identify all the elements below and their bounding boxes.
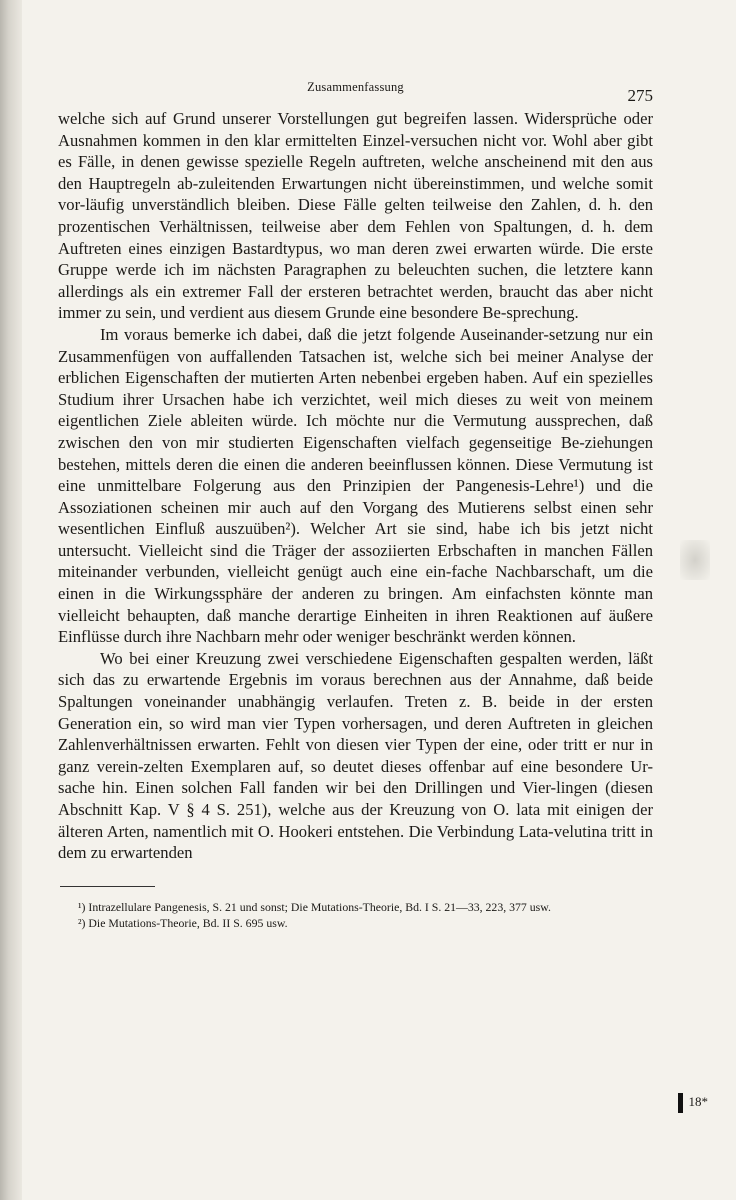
- footnotes: [58, 899, 653, 931]
- page-number: 275: [627, 86, 653, 105]
- signature-label: 18*: [688, 1093, 708, 1109]
- running-title: Zusammenfassung: [307, 80, 404, 94]
- footnote-2: ²) Die Mutations-Theorie, Bd. II S. 695 usw.: [78, 915, 288, 930]
- paragraph-3: Wo bei einer Kreuzung zwei verschiedene Eigenschaften gespalten werden, läßt sich das zu erwartende Ergebnis im voraus berechnen aus der Annahme, daß beide Spaltungen voneinander unabhängig verlaufen. Treten z. B. beide in der ersten Generation ein, so wird man vier Typen vorhersagen, und deren Auftreten in gleichen Zahlenverhältnissen erwarten. Fehlt von diesen vier Typen der eine, oder tritt er nur in ganz verein-zelten Exemplaren auf, so deutet dieses offenbar auf eine besondere Ur-sache hin. Einen solchen Fall fanden wir bei den Drillingen und Vier-lingen (diesen Abschnitt Kap. V § 4 S. 251), welche aus der Kreuzung von O. lata mit einigen der älteren Arten, namentlich mit O. Hookeri entstehen. Die Verbindung Lata-velutina tritt in dem zu erwartenden: [58, 648, 653, 863]
- paper-smudge: [680, 540, 710, 580]
- body-text: [58, 108, 653, 864]
- signature-mark: [678, 1093, 709, 1113]
- running-head: [58, 78, 653, 108]
- footnote-rule: [60, 886, 155, 887]
- footnote-1: ¹) Intrazellulare Pangenesis, S. 21 und sonst; Die Mutations-Theorie, Bd. I S. 21—33, 223, 377 usw.: [78, 899, 551, 914]
- paragraph-2: Im voraus bemerke ich dabei, daß die jetzt folgende Auseinander-setzung nur ein Zusammenfügen von auffallenden Tatsachen ist, welche sich bei meiner Analyse der erblichen Eigenschaften der mutierten Arten nebenbei ergeben haben. Auf ein spezielles Studium ihrer Ursachen habe ich verzichtet, weil mich dieses zu weit von meinem eigentlichen Ziele ableiten würde. Ich möchte nur die Vermutung aussprechen, daß zwischen den von mir studierten Eigenschaften vielfach gegenseitige Be-ziehungen bestehen, mittels deren die einen die anderen beeinflussen können. Diese Vermutung ist eine unmittelbare Folgerung aus den Prinzipien der Pangenesis-Lehre¹) und die Assoziationen scheinen mir auch auf den Vorgang des Mutierens selbst einen sehr wesentlichen Einfluß auszuüben²). Welcher Art sie sind, habe ich bis jetzt nicht untersucht. Vielleicht sind die Träger der assoziierten Erbschaften in manchen Fällen miteinander verbunden, vielleicht genügt auch eine ein-fache Nachbarschaft, um die einen in die Wirkungssphäre der anderen zu bringen. Am einfachsten könnte man vielleicht behaupten, daß manche derartige Einheiten in ihren Reaktionen auf äußere Einflüsse durch ihre Nachbarn mehr oder weniger beschränkt werden können.: [58, 324, 653, 647]
- book-spine-shadow: [0, 0, 22, 1200]
- ink-mark: [678, 1093, 683, 1113]
- book-page: [58, 78, 653, 931]
- paragraph-1: welche sich auf Grund unserer Vorstellungen gut begreifen lassen. Widersprüche oder Ausnahmen kommen in den klar ermittelten Einzel-versuchen nicht vor. Wohl aber gibt es Fälle, in denen gewisse spezielle Regeln auftreten, welche anscheinend mit den aus den Hauptregeln ab-zuleitenden Erwartungen nicht übereinstimmen, und welche somit vor-läufig unverständlich bleiben. Diese Fälle gelten teilweise den Zahlen, d. h. den prozentischen Verhältnissen, teilweise aber dem Fehlen von Spaltungen, d. h. dem Auftreten eines einzigen Bastardtypus, wo man deren zwei erwarten würde. Die erste Gruppe werde ich im nächsten Paragraphen zu beleuchten suchen, die letztere kann allerdings als ein extremer Fall der ersteren betrachtet werden, braucht das aber nicht immer zu sein, und verdient aus diesem Grunde eine besondere Be-sprechung.: [58, 109, 653, 323]
